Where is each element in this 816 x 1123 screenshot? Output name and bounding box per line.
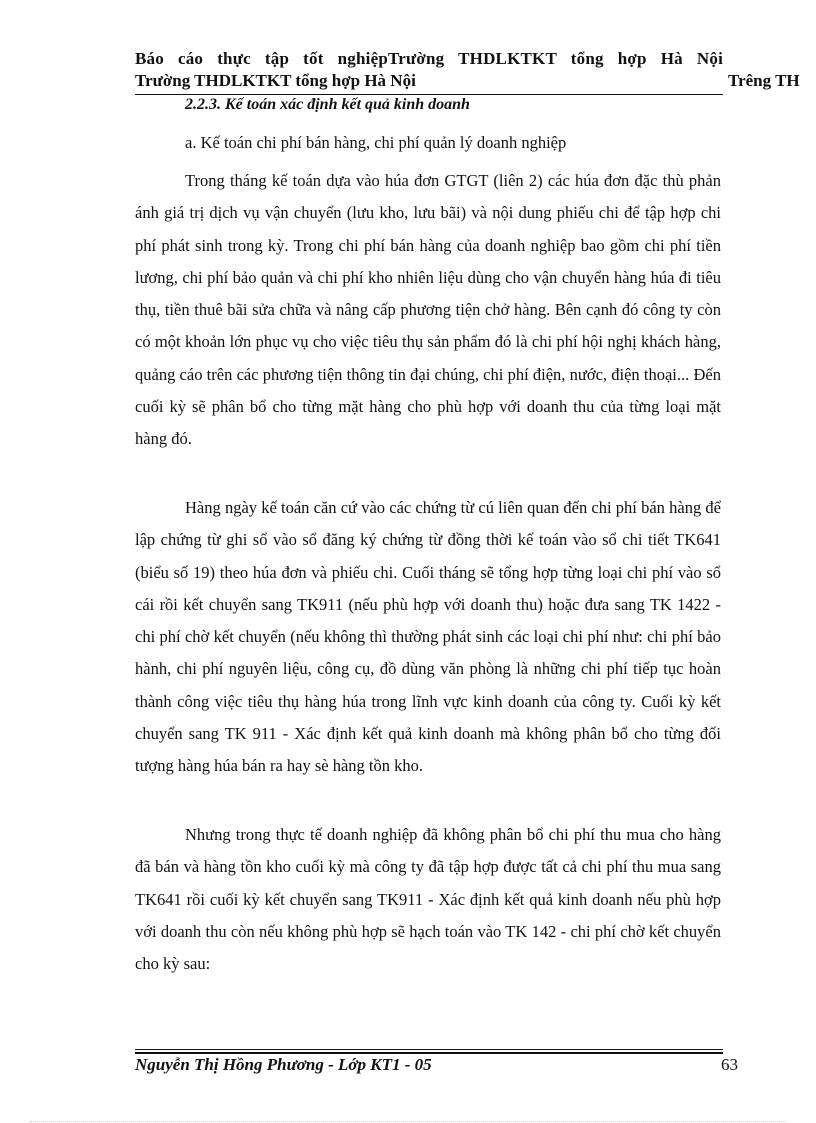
section-heading: 2.2.3. Kế toán xác định kết quả kinh doanh [185,96,470,113]
body-paragraph: Hàng ngày kế toán căn cứ vào các chứng từ cú liên quan đến chi phí bán hàng để lập chứng từ ghi sổ vào sổ đăng ký chứng từ đồng thời kế toán vào sổ chi tiết TK641 (biểu số 19) theo húa đơn và phiếu chi. Cuối tháng sẽ tổng hợp từng loại chi phí vào sổ cái rồi kết chuyển sang TK911 (nếu phù hợp với doanh thu) hoặc đưa sang TK 1422 - chi phí chờ kết chuyển (nếu không thì thường phát sinh các loại chi phí như: chi phí bảo hành, chi phí nguyên liệu, công cụ, đồ dùng văn phòng là những chi phí tiếp tục hoàn thành công việc tiêu thụ hàng húa trong lĩnh vực kinh doanh của công ty. Cuối kỳ kết chuyển sang TK 911 - Xác định kết quả kinh doanh mà không phân bổ cho từng đối tượng hàng húa bán ra hay sè hàng tồn kho. [135,498,721,776]
page-bottom-border [30,1121,786,1122]
header-report-title: Báo cáo thực tập tốt nghiệpTrường THDLKTKT tổng hợp Hà Nội [135,49,723,68]
footer-author: Nguyễn Thị Hồng Phương - Lớp KT1 - 05 [135,1055,432,1074]
body-paragraph: Nhưng trong thực tế doanh nghiệp đã không phân bổ chi phí thu mua cho hàng đã bán và hàng tồn kho cuối kỳ mà công ty đã tập hợp được tất cả chi phí thu mua sang TK641 rồi cuối kỳ kết chuyển sang TK911 - Xác định kết quả kinh doanh nếu phù hợp với doanh thu còn nếu không phù hợp sẽ hạch toán vào TK 142 - chi phí chờ kết chuyển cho kỳ sau: [135,825,721,974]
footer-divider [135,1049,723,1050]
header-school-name: Trường THDLKTKT tổng hợp Hà Nội [135,71,416,90]
body-paragraph: Trong tháng kế toán dựa vào húa đơn GTGT (liên 2) các húa đơn đặc thù phản ánh giá trị dịch vụ vận chuyển (lưu kho, lưu bãi) và nội dung phiếu chi để tập hợp chi phí phát sinh trong kỳ. Trong chi phí bán hàng của doanh nghiệp bao gồm chi phí tiền lương, chi phí bảo quản và chi phí kho nhiên liệu dùng cho vận chuyển hàng húa đi tiêu thụ, tiền thuê bãi sửa chữa và nâng cấp phương tiện chở hàng. Bên cạnh đó công ty còn có một khoản lớn phục vụ cho việc tiêu thụ sản phẩm đó là chi phí hội nghị khách hàng, quảng cáo trên các phương tiện thông tin đại chúng, chi phí điện, nước, điện thoại... Đến cuối kỳ sẽ phân bổ cho từng mặt hàng cho phù hợp với doanh thu của từng loại mặt hàng đó. [135,171,721,449]
header-divider [135,94,723,95]
page-number: 63 [721,1055,738,1074]
subsection-heading: a. Kế toán chi phí bán hàng, chi phí quản lý doanh nghiệp [185,133,567,152]
footer-divider-thick [135,1052,723,1054]
header-overflow-text: Trêng TH [728,71,800,90]
